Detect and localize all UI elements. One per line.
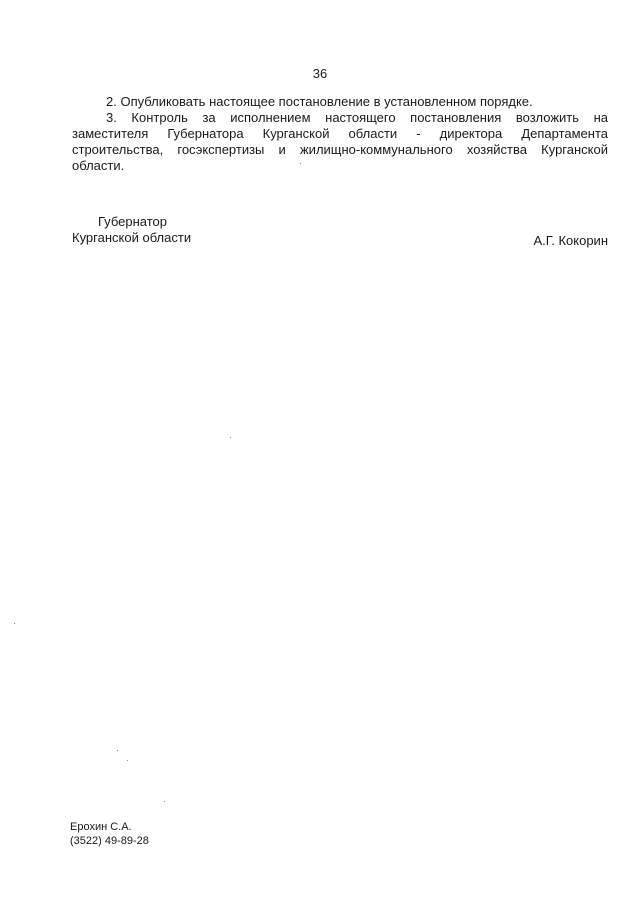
scan-speck	[300, 163, 301, 164]
scan-speck	[164, 801, 165, 802]
scan-speck	[230, 437, 231, 438]
signature-title	[72, 214, 191, 246]
contact-block	[70, 820, 149, 848]
scan-speck	[127, 760, 128, 761]
page-number: 36	[312, 66, 328, 81]
signature-name: А.Г. Кокорин	[533, 233, 608, 248]
scan-speck	[14, 623, 15, 624]
paragraph-publish: 2. Опубликовать настоящее постановление в установленном порядке.	[106, 94, 533, 109]
document-body	[72, 94, 608, 174]
signature-position: Губернатор	[98, 214, 167, 229]
contact-phone: (3522) 49-89-28	[70, 835, 149, 847]
contact-name: Ерохин С.А.	[70, 821, 132, 833]
paragraph-control: 3. Контроль за исполнением настоящего постановления возложить на заместителя Губернатора Курганской области - директора Департамента строительства, госэкспертизы и жилищно-коммунального хозяйства Курганской области.	[72, 110, 608, 173]
scan-speck	[117, 750, 118, 751]
signature-region: Курганской области	[72, 230, 192, 245]
